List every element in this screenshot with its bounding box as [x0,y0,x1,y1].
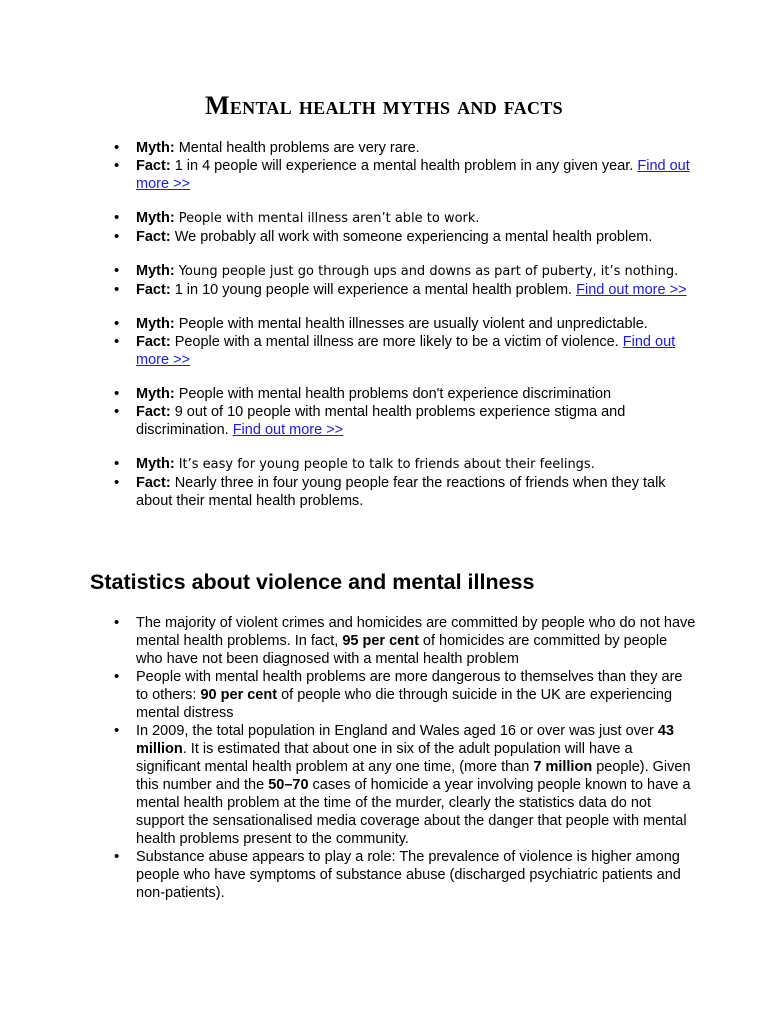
stat-item-1 [136,614,696,668]
myth-item-4 [136,315,696,333]
stat-text: In 2009, the total population in England and Wales aged 16 or over was just over [136,723,658,739]
fact-text-5: 9 out of 10 people with mental health problems experience stigma and discrimination. [136,404,626,438]
statistics-heading: Statistics about violence and mental illness [90,570,535,594]
fact-label: Fact: [136,404,171,420]
fact-text-6: Nearly three in four young people fear the reactions of friends when they talk about their mental health problems. [136,475,666,509]
myth-text-6: It’s easy for young people to talk to friends about their feelings. [178,457,595,472]
myth-item-3 [136,262,696,281]
myth-label: Myth: [136,386,175,402]
myth-item-2 [136,209,696,228]
myth-text-2: People with mental illness aren’t able to work. [178,211,480,226]
myth-text-4: People with mental health illnesses are usually violent and unpredictable. [178,316,648,332]
fact-label: Fact: [136,282,171,298]
statistics-list [136,614,696,902]
myth-item-1 [136,139,696,157]
fact-text-4: People with a mental illness are more likely to be a victim of violence. [174,334,623,350]
fact-item-3 [136,281,696,299]
stat-highlight: 43 million [136,723,674,757]
fact-item-1 [136,157,696,193]
myth-label: Myth: [136,263,175,279]
myths-facts-list [136,139,696,510]
myth-item-5 [136,385,696,403]
myth-text-3: Young people just go through ups and downs as part of puberty, it’s nothing. [178,264,679,279]
find-out-more-link-4[interactable]: Find out more >> [136,334,676,368]
stat-item-2 [136,668,696,722]
fact-label: Fact: [136,475,171,491]
stat-text: People with mental health problems are more dangerous to themselves than they are to others: [136,669,683,703]
stat-text: cases of homicide a year involving people known to have a mental health problem at the time of the murder, clearly the statistics data do not support the sensationalised media coverage about the danger that people with mental health problems present to the community. [136,777,691,847]
stat-item-4 [136,848,696,902]
myth-item-6 [136,455,696,474]
fact-text-1: 1 in 4 people will experience a mental health problem in any given year. [174,158,638,174]
myth-label: Myth: [136,316,175,332]
myth-label: Myth: [136,456,175,472]
find-out-more-link-5[interactable]: Find out more >> [232,422,344,438]
stat-text: . It is estimated that about one in six of the adult population will have a significant mental health problem at any one time, (more than [136,741,633,775]
stat-text: people). Given this number and the [136,759,691,793]
fact-text-2: We probably all work with someone experiencing a mental health problem. [174,229,653,245]
fact-item-4 [136,333,696,369]
fact-text-3: 1 in 10 young people will experience a mental health problem. [174,282,577,298]
myth-label: Myth: [136,210,175,226]
stat-highlight: 50–70 [268,777,309,793]
find-out-more-link-1[interactable]: Find out more >> [136,158,690,192]
stat-text: of homicides are committed by people who have not been diagnosed with a mental health problem [136,633,668,667]
myth-text-1: Mental health problems are very rare. [178,140,420,156]
fact-item-2 [136,228,696,246]
stat-text: Substance abuse appears to play a role: The prevalence of violence is higher among people who have symptoms of substance abuse (discharged psychiatric patients and non-patients). [136,849,681,901]
fact-item-5 [136,403,696,439]
stat-text: of people who die through suicide in the UK are experiencing mental distress [136,687,673,721]
fact-label: Fact: [136,229,171,245]
stat-text: The majority of violent crimes and homicides are committed by people who do not have mental health problems. In fact, [136,615,696,649]
stat-highlight: 7 million [533,759,593,775]
fact-item-6 [136,474,696,510]
stat-highlight: 90 per cent [200,687,278,703]
myth-text-5: People with mental health problems don't experience discrimination [178,386,612,402]
stat-highlight: 95 per cent [342,633,419,649]
page-title: Mental health myths and facts [205,91,563,120]
find-out-more-link-3[interactable]: Find out more >> [576,282,687,298]
myth-label: Myth: [136,140,175,156]
stat-item-3 [136,722,696,848]
fact-label: Fact: [136,158,171,174]
fact-label: Fact: [136,334,171,350]
